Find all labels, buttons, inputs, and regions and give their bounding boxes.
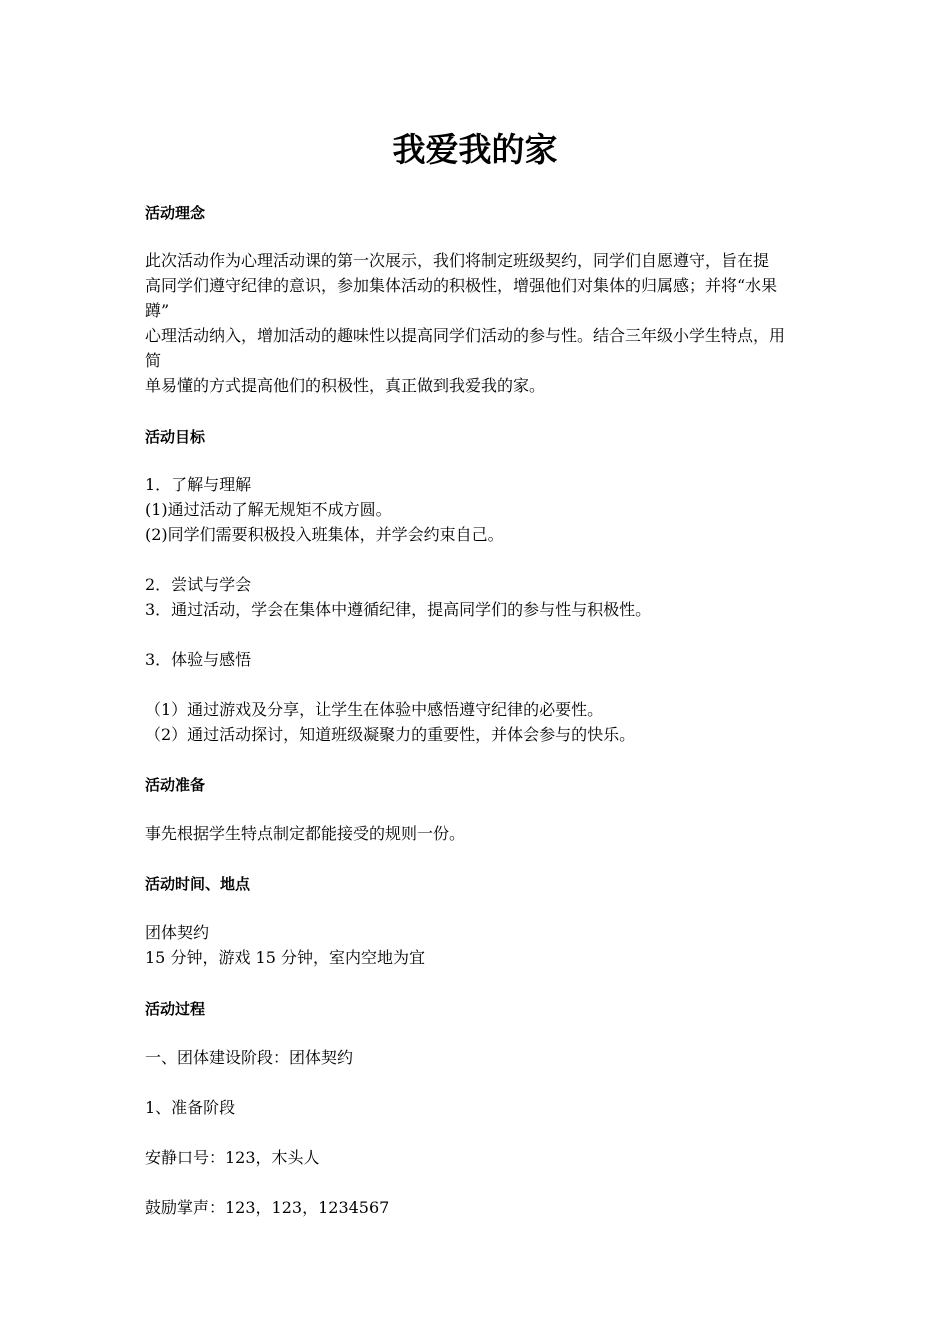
goal-3-item-b: （2）通过活动探讨，知道班级凝聚力的重要性，并体会参与的快乐。 — [145, 725, 636, 744]
concept-line-5: 简 — [145, 351, 162, 370]
time-place-line-1: 团体契约 — [145, 923, 210, 942]
process-slogan: 安静口号：123，木头人 — [145, 1148, 320, 1167]
section-heading-goals: 活动目标 — [145, 428, 206, 446]
concept-line-1: 此次活动作为心理活动课的第一次展示，我们将制定班级契约，同学们自愿遵守，旨在提 — [145, 251, 770, 270]
concept-line-3: 蹲” — [145, 301, 170, 320]
prep-text: 事先根据学生特点制定都能接受的规则一份。 — [145, 824, 466, 843]
section-heading-time-place: 活动时间、地点 — [145, 875, 251, 893]
goal-1-title: 1．了解与理解 — [145, 475, 252, 494]
section-heading-process: 活动过程 — [145, 1000, 206, 1018]
process-stage: 一、团体建设阶段：团体契约 — [145, 1048, 354, 1067]
concept-line-2: 高同学们遵守纪律的意识，参加集体活动的积极性，增强他们对集体的归属感；并将“水果 — [145, 276, 778, 295]
process-applause: 鼓励掌声：123，123，1234567 — [145, 1198, 390, 1217]
goal-3-item-a: （1）通过游戏及分享，让学生在体验中感悟遵守纪律的必要性。 — [145, 700, 604, 719]
document-title: 我爱我的家 — [392, 130, 558, 169]
concept-line-6: 单易懂的方式提高他们的积极性，真正做到我爱我的家。 — [145, 376, 546, 395]
time-place-line-2: 15 分钟，游戏 15 分钟，室内空地为宜 — [145, 948, 425, 967]
section-heading-concept: 活动理念 — [145, 204, 206, 222]
goal-1-item-a: (1)通过活动了解无规矩不成方圆。 — [145, 500, 392, 519]
section-heading-prep: 活动准备 — [145, 776, 206, 794]
goal-2-title: 2．尝试与学会 — [145, 575, 252, 594]
goal-3-title: 3．体验与感悟 — [145, 650, 252, 669]
goal-2-item-a: 3．通过活动，学会在集体中遵循纪律，提高同学们的参与性与积极性。 — [145, 600, 652, 619]
process-step: 1、准备阶段 — [145, 1098, 236, 1117]
goal-1-item-b: (2)同学们需要积极投入班集体，并学会约束自己。 — [145, 525, 504, 544]
concept-line-4: 心理活动纳入，增加活动的趣味性以提高同学们活动的参与性。结合三年级小学生特点，用 — [145, 326, 786, 345]
